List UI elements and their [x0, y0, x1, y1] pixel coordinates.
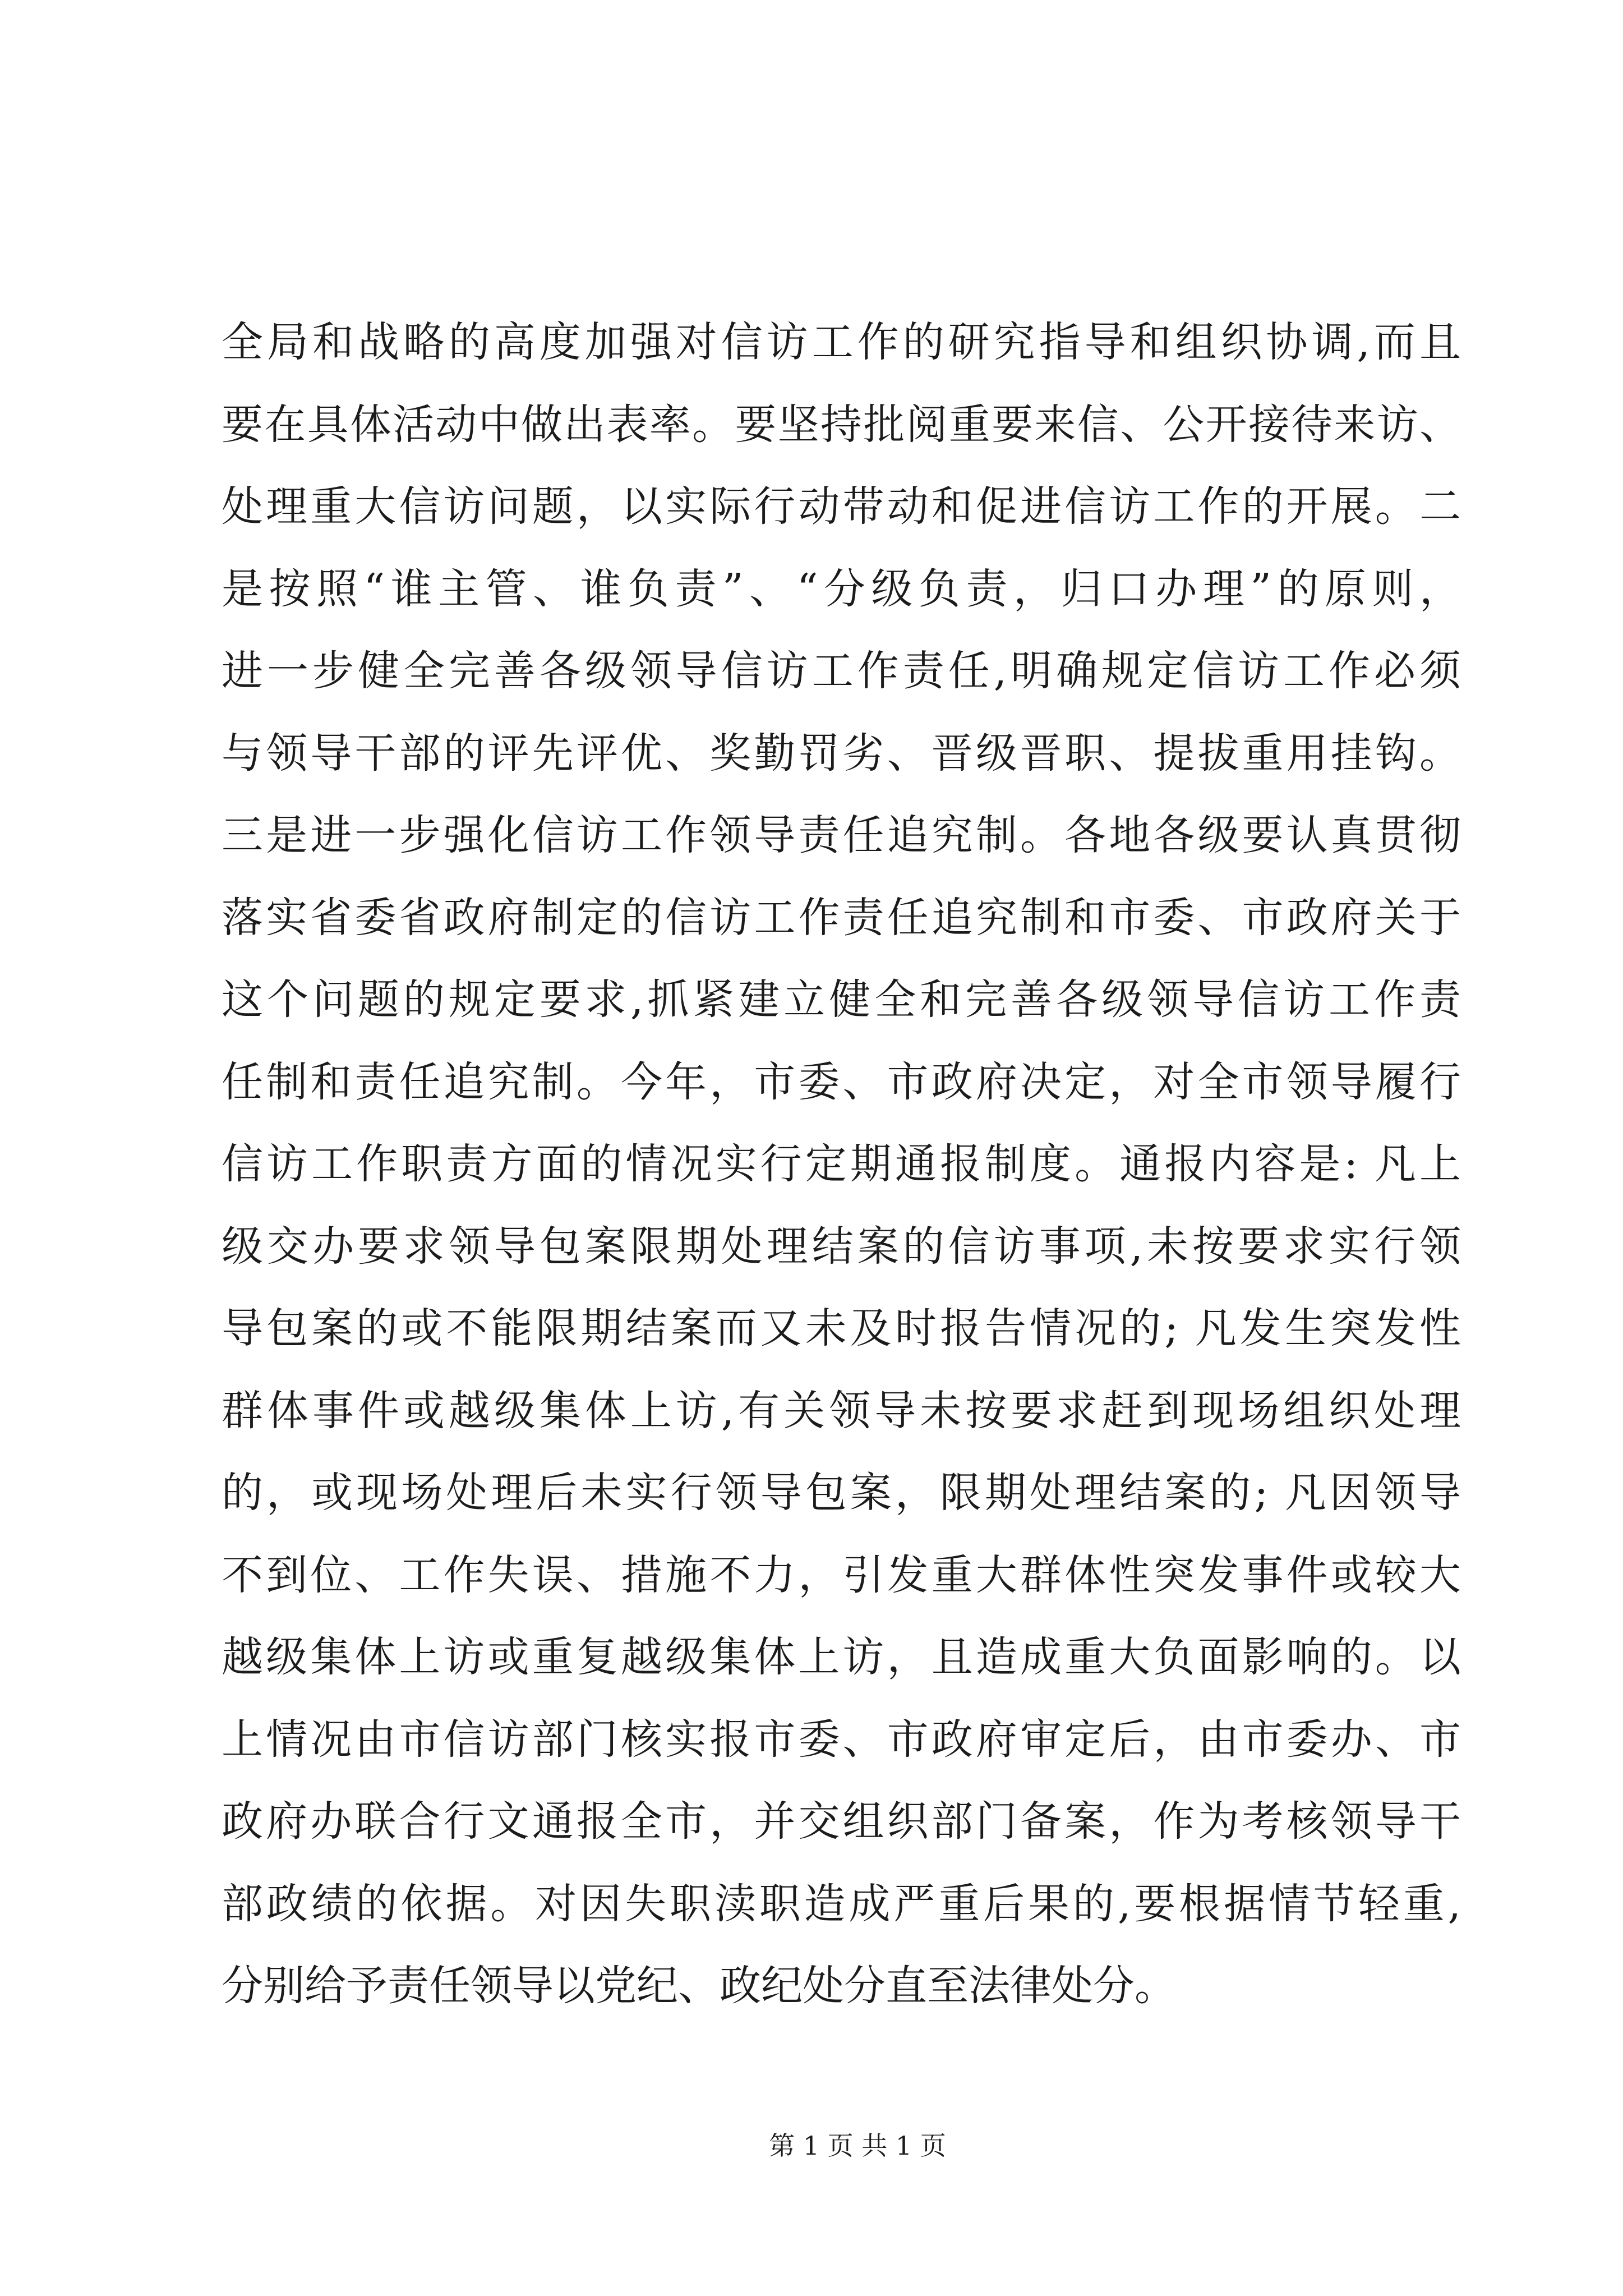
text-line: 部政绩的依据。对因失职渎职造成严重后果的,要根据情节轻重, [222, 1879, 1461, 1928]
text-line: 任制和责任追究制。今年，市委、市政府决定，对全市领导履行 [222, 1057, 1461, 1106]
text-line: 进一步健全完善各级领导信访工作责任,明确规定信访工作必须 [222, 647, 1461, 695]
text-line: 上情况由市信访部门核实报市委、市政府审定后，由市委办、市 [222, 1715, 1461, 1764]
text-line: 是按照“谁主管、谁负责”、“分级负责，归口办理”的原则， [222, 564, 1461, 613]
text-line: 与领导干部的评先评优、奖勤罚劣、晋级晋职、提拔重用挂钩。 [222, 729, 1461, 777]
page-number-label: 第 1 页 共 1 页 [769, 2131, 946, 2161]
text-line: 政府办联合行文通报全市，并交组织部门备案，作为考核领导干 [222, 1797, 1461, 1846]
text-line: 级交办要求领导包案限期处理结案的信访事项,未按要求实行领 [222, 1222, 1461, 1271]
text-line: 处理重大信访问题，以实际行动带动和促进信访工作的开展。二 [222, 482, 1461, 531]
text-line: 分别给予责任领导以党纪、政纪处分直至法律处分。 [222, 1962, 1176, 2010]
text-line: 不到位、工作失误、措施不力，引发重大群体性突发事件或较大 [222, 1550, 1461, 1599]
text-line: 的，或现场处理后未实行领导包案，限期处理结案的; 凡因领导 [222, 1469, 1461, 1517]
page-footer [92, 2126, 1623, 2165]
text-line: 群体事件或越级集体上访,有关领导未按要求赶到现场组织处理 [222, 1386, 1461, 1435]
text-line: 导包案的或不能限期结案而又未及时报告情况的; 凡发生突发性 [222, 1304, 1461, 1352]
text-line: 这个问题的规定要求,抓紧建立健全和完善各级领导信访工作责 [222, 976, 1461, 1024]
text-line: 要在具体活动中做出表率。要坚持批阅重要来信、公开接待来访、 [222, 400, 1461, 449]
body-text [222, 301, 1461, 2027]
text-line: 越级集体上访或重复越级集体上访，且造成重大负面影响的。以 [222, 1633, 1461, 1681]
text-line: 三是进一步强化信访工作领导责任追究制。各地各级要认真贯彻 [222, 811, 1461, 859]
text-line: 全局和战略的高度加强对信访工作的研究指导和组织协调,而且 [222, 318, 1461, 366]
text-line: 信访工作职责方面的情况实行定期通报制度。通报内容是: 凡上 [222, 1140, 1461, 1188]
text-line: 落实省委省政府制定的信访工作责任追究制和市委、市政府关于 [222, 893, 1461, 942]
